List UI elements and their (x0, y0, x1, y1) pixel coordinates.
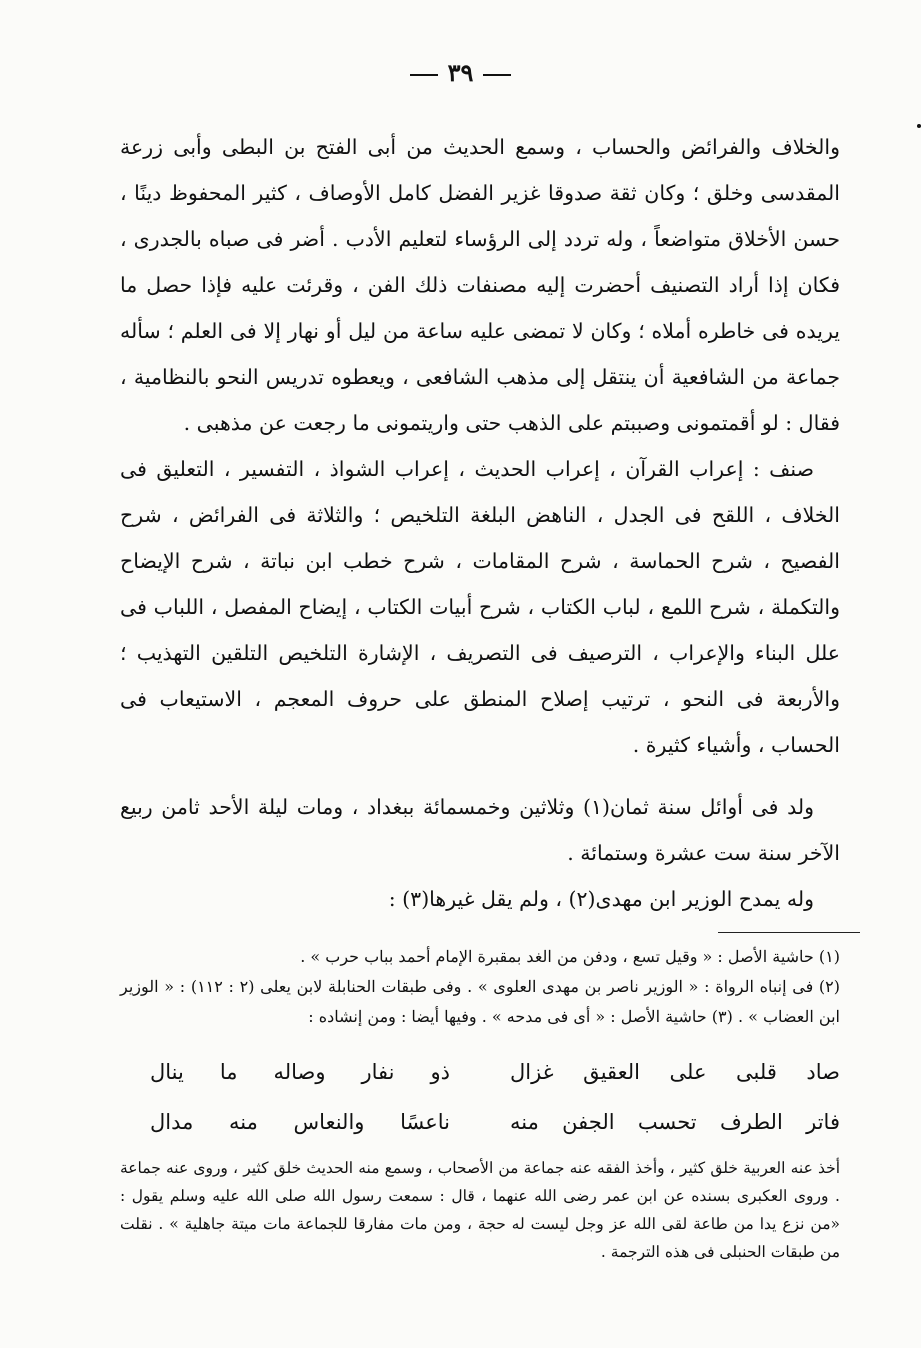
page-number (0, 58, 921, 87)
paragraph-biography: والخلاف والفرائض والحساب ، وسمع الحديث من أبى الفتح بن البطى وأبى زرعة المقدسى وخلق ؛ وكان ثقة صدوقا غزير الفضل كامل الأوصاف ، كثير المحفوظ دينًا ، حسن الأخلاق متواضعاً ، وله تردد إلى الرؤساء لتعليم الأدب . أضر فى صباه بالجدرى ، فكان إذا أراد التصنيف أحضرت إليه مصنفات ذلك الفن ، وقرئت عليه فإذا حصل ما يريده فى خاطره أملاه ؛ وكان لا تمضى عليه ساعة من ليل أو نهار إلا فى العلم ؛ سأله جماعة من الشافعية أن ينتقل إلى مذهب الشافعى ، ويعطوه تدريس النحو بالنظامية ، فقال : لو أقمتمونى وصببتم على الذهب حتى واريتمونى ما رجعت عن مذهبى . (120, 135, 840, 435)
footnotes (120, 942, 840, 1032)
bottom-note-text: أخذ عنه العربية خلق كثير ، وأخذ الفقه عنه جماعة من الأصحاب ، وسمع منه الحديث خلق كثير ، وروى عنه جماعة . وروى العكبرى بسنده عن ابن عمر رضى الله عنهما ، قال : سمعت رسول الله صلى الله عليه وسلم يقول : «من نزع يدا من طاعة لقى الله عز وجل ليست له حجة ، ومن مات مفارقا للجماعة مات ميتة جاهلية » . نقلت من طبقات الحنبلى فى هذه الترجمة . (120, 1159, 840, 1261)
footnote-1: (١) حاشية الأصل : « وقيل تسع ، ودفن من الغد بمقبرة الإمام أحمد بباب حرب » . (300, 947, 840, 966)
footnote-2-3: (٢) فى إنباه الرواة : « الوزير ناصر بن مهدى العلوى » . وفى طبقات الحنابلة لابن يعلى (٢ : ١١٢) : « الوزير ابن العضاب » . (٣) حاشية الأصل : « أى فى مدحه » . وفيها أيضا : ومن إنشاده : (120, 977, 841, 1026)
margin-dot (917, 124, 921, 128)
paragraph-works: صنف : إعراب القرآن ، إعراب الحديث ، إعراب الشواذ ، التفسير ، التعليق فى الخلاف ، اللقح فى الجدل ، الناهض البلغة التلخيص ؛ والثلاثة فى الفرائض ، شرح الفصيح ، شرح الحماسة ، شرح المقامات ، شرح خطب ابن نباتة ، شرح الإيضاح والتكملة ، شرح اللمع ، لباب الكتاب ، شرح أبيات الكتاب ، إيضاح المفصل ، اللباب فى علل البناء والإعراب ، الترصيف فى التصريف ، الإشارة التلخيص التلقين التهذيب ؛ والأربعة فى النحو ، ترتيب إصلاح المنطق على حروف المعجم ، الاستيعاب فى الحساب ، وأشياء كثيرة . (120, 457, 840, 757)
paragraph-poem-intro: وله يمدح الوزير ابن مهدى(٢) ، ولم يقل غيرها(٣) : (388, 887, 814, 911)
verse-line (150, 1052, 840, 1092)
verse-first-hemistich: صاد قلبى على العقيق غزال (510, 1060, 840, 1084)
page-number-text: ٣٩ (447, 58, 474, 87)
bottom-note (120, 1154, 840, 1266)
footnote-separator (718, 932, 860, 933)
verse-first-hemistich: فاتر الطرف تحسب الجفن منه (510, 1110, 840, 1134)
dash-right (483, 74, 511, 76)
verse-second-hemistich: ناعسًا والنعاس منه مدال (150, 1110, 450, 1134)
poem (150, 1052, 840, 1142)
dash-left (410, 74, 438, 76)
paragraph-dates: ولد فى أوائل سنة ثمان(١) وثلاثين وخمسمائة ببغداد ، ومات ليلة الأحد ثامن ربيع الآخر سنة ست عشرة وستمائة . (120, 795, 840, 865)
verse-second-hemistich: ذو نفار وصاله ما ينال (150, 1060, 450, 1084)
main-text (120, 124, 840, 922)
verse-line (150, 1102, 840, 1142)
